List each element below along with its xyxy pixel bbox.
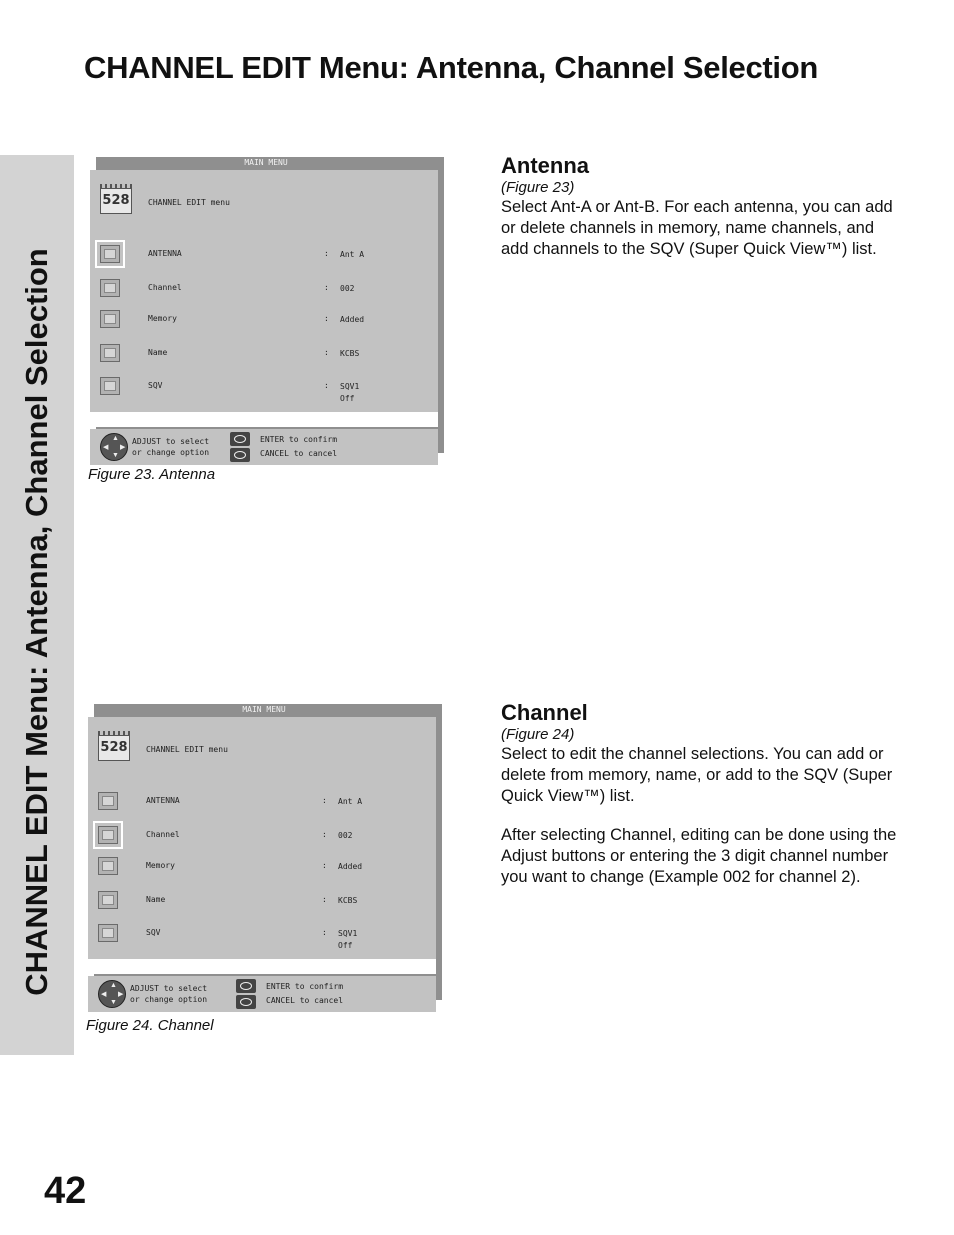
menu-panel	[88, 717, 436, 959]
section-paragraph: Select Ant-A or Ant-B. For each antenna, you can add or delete channels in memory, name channels, and add channels to the SQV (Super Quick View™) list.	[501, 198, 893, 258]
menu-row-separator: :	[324, 314, 329, 323]
cancel-hint: CANCEL to cancel	[266, 996, 344, 1005]
help-bar	[88, 976, 436, 1012]
section-heading: Channel	[501, 700, 588, 725]
page-title: CHANNEL EDIT Menu: Antenna, Channel Selection	[84, 50, 818, 85]
adjust-dpad-icon: ▲ ▼ ◀ ▶	[100, 433, 128, 461]
menu-row-separator: :	[324, 381, 329, 390]
adjust-hint: ADJUST to select or change option	[132, 437, 210, 457]
screen-divider	[90, 412, 438, 427]
enter-button-icon	[236, 979, 256, 993]
menu-row-value: Added	[338, 862, 363, 871]
menu-row-value: 002	[338, 831, 353, 840]
menu-row-sqv[interactable]	[90, 377, 438, 403]
menu-row-label: Memory	[148, 314, 177, 323]
menu-row-value: Ant A	[338, 797, 363, 806]
menu-row-separator: :	[324, 283, 329, 292]
page-number: 42	[44, 1170, 87, 1212]
cancel-button-icon	[236, 995, 256, 1009]
cancel-hint: CANCEL to cancel	[260, 449, 338, 458]
figure-reference: (Figure 24)	[501, 726, 575, 743]
menu-row-separator: :	[322, 895, 327, 904]
menu-row-value: Ant A	[340, 250, 365, 259]
menu-row-label: Memory	[146, 861, 175, 870]
calendar-icon: 528	[98, 735, 130, 761]
menu-row-separator: :	[322, 796, 327, 805]
cancel-button-icon	[230, 448, 250, 462]
menu-item-icon	[98, 826, 118, 844]
menu-row-separator: :	[324, 348, 329, 357]
menu-row-label: SQV	[148, 381, 163, 390]
menu-item-icon	[100, 310, 120, 328]
menu-row-separator: :	[324, 249, 329, 258]
menu-row-value: 002	[340, 284, 355, 293]
side-tab-title: CHANNEL EDIT Menu: Antenna, Channel Selection	[19, 248, 54, 996]
menu-row-label: Channel	[146, 830, 180, 839]
menu-row-memory[interactable]	[90, 310, 438, 330]
menu-row-label: Name	[146, 895, 166, 904]
calendar-icon: 528	[100, 188, 132, 214]
menu-row-memory[interactable]	[88, 857, 436, 877]
main-menu-header: MAIN MENU	[244, 158, 288, 167]
menu-screenshot-antenna	[88, 157, 448, 472]
menu-item-icon	[100, 344, 120, 362]
menu-title: CHANNEL EDIT menu	[148, 198, 230, 207]
section-antenna	[501, 153, 901, 260]
menu-item-icon	[100, 245, 120, 263]
enter-button-icon	[230, 432, 250, 446]
main-menu-header: MAIN MENU	[242, 705, 286, 714]
adjust-dpad-icon: ▲ ▼ ◀ ▶	[98, 980, 126, 1008]
menu-item-icon	[100, 279, 120, 297]
section-paragraph: After selecting Channel, editing can be done using the Adjust buttons or entering the 3 digit channel number you want to change (Example 002 for channel 2).	[501, 826, 897, 886]
screen-divider	[88, 959, 436, 974]
help-bar	[90, 429, 438, 465]
menu-row-antenna[interactable]	[88, 792, 436, 812]
adjust-hint: ADJUST to select or change option	[130, 984, 208, 1004]
menu-item-icon	[98, 891, 118, 909]
menu-item-icon	[98, 924, 118, 942]
menu-row-value: KCBS	[340, 349, 360, 358]
section-paragraph: Select to edit the channel selections. You can add or delete from memory, name, or add to the SQV (Super Quick View™) list.	[501, 745, 893, 805]
section-channel	[501, 700, 901, 888]
figure-reference: (Figure 23)	[501, 179, 575, 196]
menu-row-label: ANTENNA	[146, 796, 180, 805]
menu-row-value: SQV1 Off	[340, 382, 360, 403]
menu-panel	[90, 170, 438, 412]
menu-row-separator: :	[322, 928, 327, 937]
figure-caption: Figure 24. Channel	[86, 1017, 214, 1034]
menu-title: CHANNEL EDIT menu	[146, 745, 228, 754]
menu-row-label: ANTENNA	[148, 249, 182, 258]
section-heading: Antenna	[501, 153, 589, 178]
enter-hint: ENTER to confirm	[260, 435, 338, 444]
menu-row-name[interactable]	[88, 891, 436, 911]
menu-row-channel[interactable]	[90, 279, 438, 299]
menu-item-icon	[100, 377, 120, 395]
menu-row-value: Added	[340, 315, 365, 324]
enter-hint: ENTER to confirm	[266, 982, 344, 991]
menu-row-channel[interactable]	[88, 826, 436, 846]
menu-row-value: SQV1 Off	[338, 929, 358, 950]
menu-item-icon	[98, 792, 118, 810]
menu-row-sqv[interactable]	[88, 924, 436, 950]
menu-row-label: Channel	[148, 283, 182, 292]
menu-screenshot-channel	[86, 704, 446, 1019]
menu-row-separator: :	[322, 861, 327, 870]
menu-row-label: Name	[148, 348, 168, 357]
menu-item-icon	[98, 857, 118, 875]
menu-row-separator: :	[322, 830, 327, 839]
menu-row-label: SQV	[146, 928, 161, 937]
menu-row-name[interactable]	[90, 344, 438, 364]
menu-row-value: KCBS	[338, 896, 358, 905]
menu-row-antenna[interactable]	[90, 245, 438, 265]
figure-caption: Figure 23. Antenna	[88, 466, 216, 483]
